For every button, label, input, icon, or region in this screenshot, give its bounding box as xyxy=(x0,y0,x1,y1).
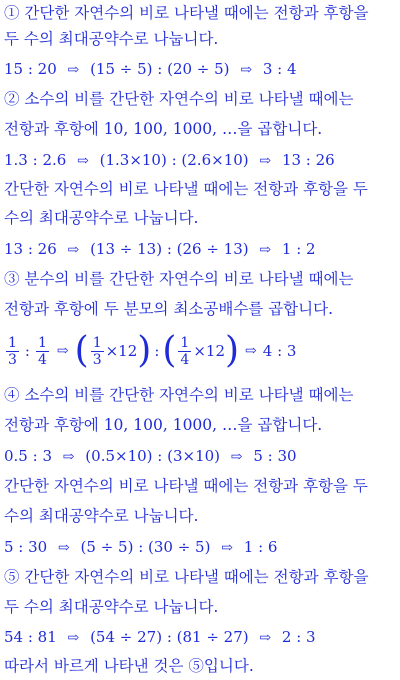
s3-calc-line: $\frac{1}{3}$ : $\frac{1}{4}$ ⇨ ( $\frac{1}{3}$ ×12 ) : ( $\frac{1}{4}$ ×12 ) ⇨ 4 : 3 xyxy=(8,330,297,371)
s5-intro2: 두 수의 최대공약수로 나눕니다. xyxy=(4,598,219,616)
s2-note: 간단한 자연수의 비로 나타낼 때에는 전항과 후항을 두 xyxy=(4,180,368,198)
conclusion: 따라서 바르게 나타낸 것은 ⑤입니다. xyxy=(4,657,254,675)
s1-intro2: 두 수의 최대공약수로 나눕니다. xyxy=(4,30,219,48)
s5-calc-line xyxy=(4,626,398,649)
s2-step: (1.3×10) : (2.6×10) xyxy=(99,151,249,169)
s3-result: 4 : 3 xyxy=(262,342,297,360)
s4-step: (0.5×10) : (3×10) xyxy=(85,447,221,465)
s4-intro: ④ 소수의 비를 간단한 자연수의 비로 나타낼 때에는 xyxy=(4,386,354,404)
s2-calc2-line xyxy=(4,238,398,261)
s5-step: (54 ÷ 27) : (81 ÷ 27) xyxy=(90,628,249,646)
arrow-icon: ⇨ xyxy=(259,630,272,646)
s1-result: 3 : 4 xyxy=(262,60,297,78)
s4-step2: (5 ÷ 5) : (30 ÷ 5) xyxy=(80,538,211,556)
s2-step2: (13 ÷ 13) : (26 ÷ 13) xyxy=(90,240,249,258)
s3-frac-a2: $\frac{1}{3}$ xyxy=(92,334,102,368)
s4-calc: 0.5 : 3 xyxy=(4,447,52,465)
arrow-icon: ⇨ xyxy=(56,343,69,359)
arrow-icon: ⇨ xyxy=(67,62,80,78)
s4-calc2: 5 : 30 xyxy=(4,538,48,556)
s3-frac-a: $\frac{1}{3}$ xyxy=(8,334,17,368)
s5-intro: ⑤ 간단한 자연수의 비로 나타낼 때에는 전항과 후항을 xyxy=(4,568,369,586)
s1-step: (15 ÷ 5) : (20 ÷ 5) xyxy=(90,60,230,78)
s4-result2: 1 : 6 xyxy=(243,538,278,556)
arrow-icon: ⇨ xyxy=(240,62,253,78)
s2-intro2: 전항과 후항에 10, 100, 1000, …을 곱합니다. xyxy=(4,120,323,138)
s2-result: 13 : 26 xyxy=(281,151,335,169)
s5-result: 2 : 3 xyxy=(281,628,316,646)
s2-calc-line xyxy=(4,149,398,172)
s1-calc: 15 : 20 xyxy=(4,60,57,78)
s2-note2: 수의 최대공약수로 나눕니다. xyxy=(4,209,199,227)
s1-intro: ① 간단한 자연수의 비로 나타낼 때에는 전항과 후항을 xyxy=(4,4,369,22)
s2-calc2: 13 : 26 xyxy=(4,240,57,258)
s4-intro2: 전항과 후항에 10, 100, 1000, …을 곱합니다. xyxy=(4,416,323,434)
s3-frac-b: $\frac{1}{4}$ xyxy=(37,334,47,368)
s2-intro: ② 소수의 비를 간단한 자연수의 비로 나타낼 때에는 xyxy=(4,90,354,108)
s4-calc-line xyxy=(4,445,398,468)
s3-intro: ③ 분수의 비를 간단한 자연수의 비로 나타낼 때에는 xyxy=(4,270,354,288)
arrow-icon: ⇨ xyxy=(230,449,243,465)
s4-calc2-line xyxy=(4,536,398,559)
arrow-icon: ⇨ xyxy=(259,242,272,258)
arrow-icon: ⇨ xyxy=(77,153,89,169)
arrow-icon: ⇨ xyxy=(245,343,257,359)
s4-result: 5 : 30 xyxy=(253,447,297,465)
s2-result2: 1 : 2 xyxy=(281,240,316,258)
s4-note2: 수의 최대공약수로 나눕니다. xyxy=(4,507,199,525)
arrow-icon: ⇨ xyxy=(58,540,70,556)
s4-note: 간단한 자연수의 비로 나타낼 때에는 전항과 후항을 두 xyxy=(4,477,368,495)
s3-frac-b2: $\frac{1}{4}$ xyxy=(180,334,190,368)
s1-calc-line xyxy=(4,58,398,81)
arrow-icon: ⇨ xyxy=(259,153,272,169)
arrow-icon: ⇨ xyxy=(62,449,75,465)
s2-calc: 1.3 : 2.6 xyxy=(4,151,67,169)
arrow-icon: ⇨ xyxy=(67,242,80,258)
s3-intro2: 전항과 후항에 두 분모의 최소공배수를 곱합니다. xyxy=(4,300,334,318)
arrow-icon: ⇨ xyxy=(67,630,80,646)
s5-calc: 54 : 81 xyxy=(4,628,57,646)
arrow-icon: ⇨ xyxy=(221,540,233,556)
